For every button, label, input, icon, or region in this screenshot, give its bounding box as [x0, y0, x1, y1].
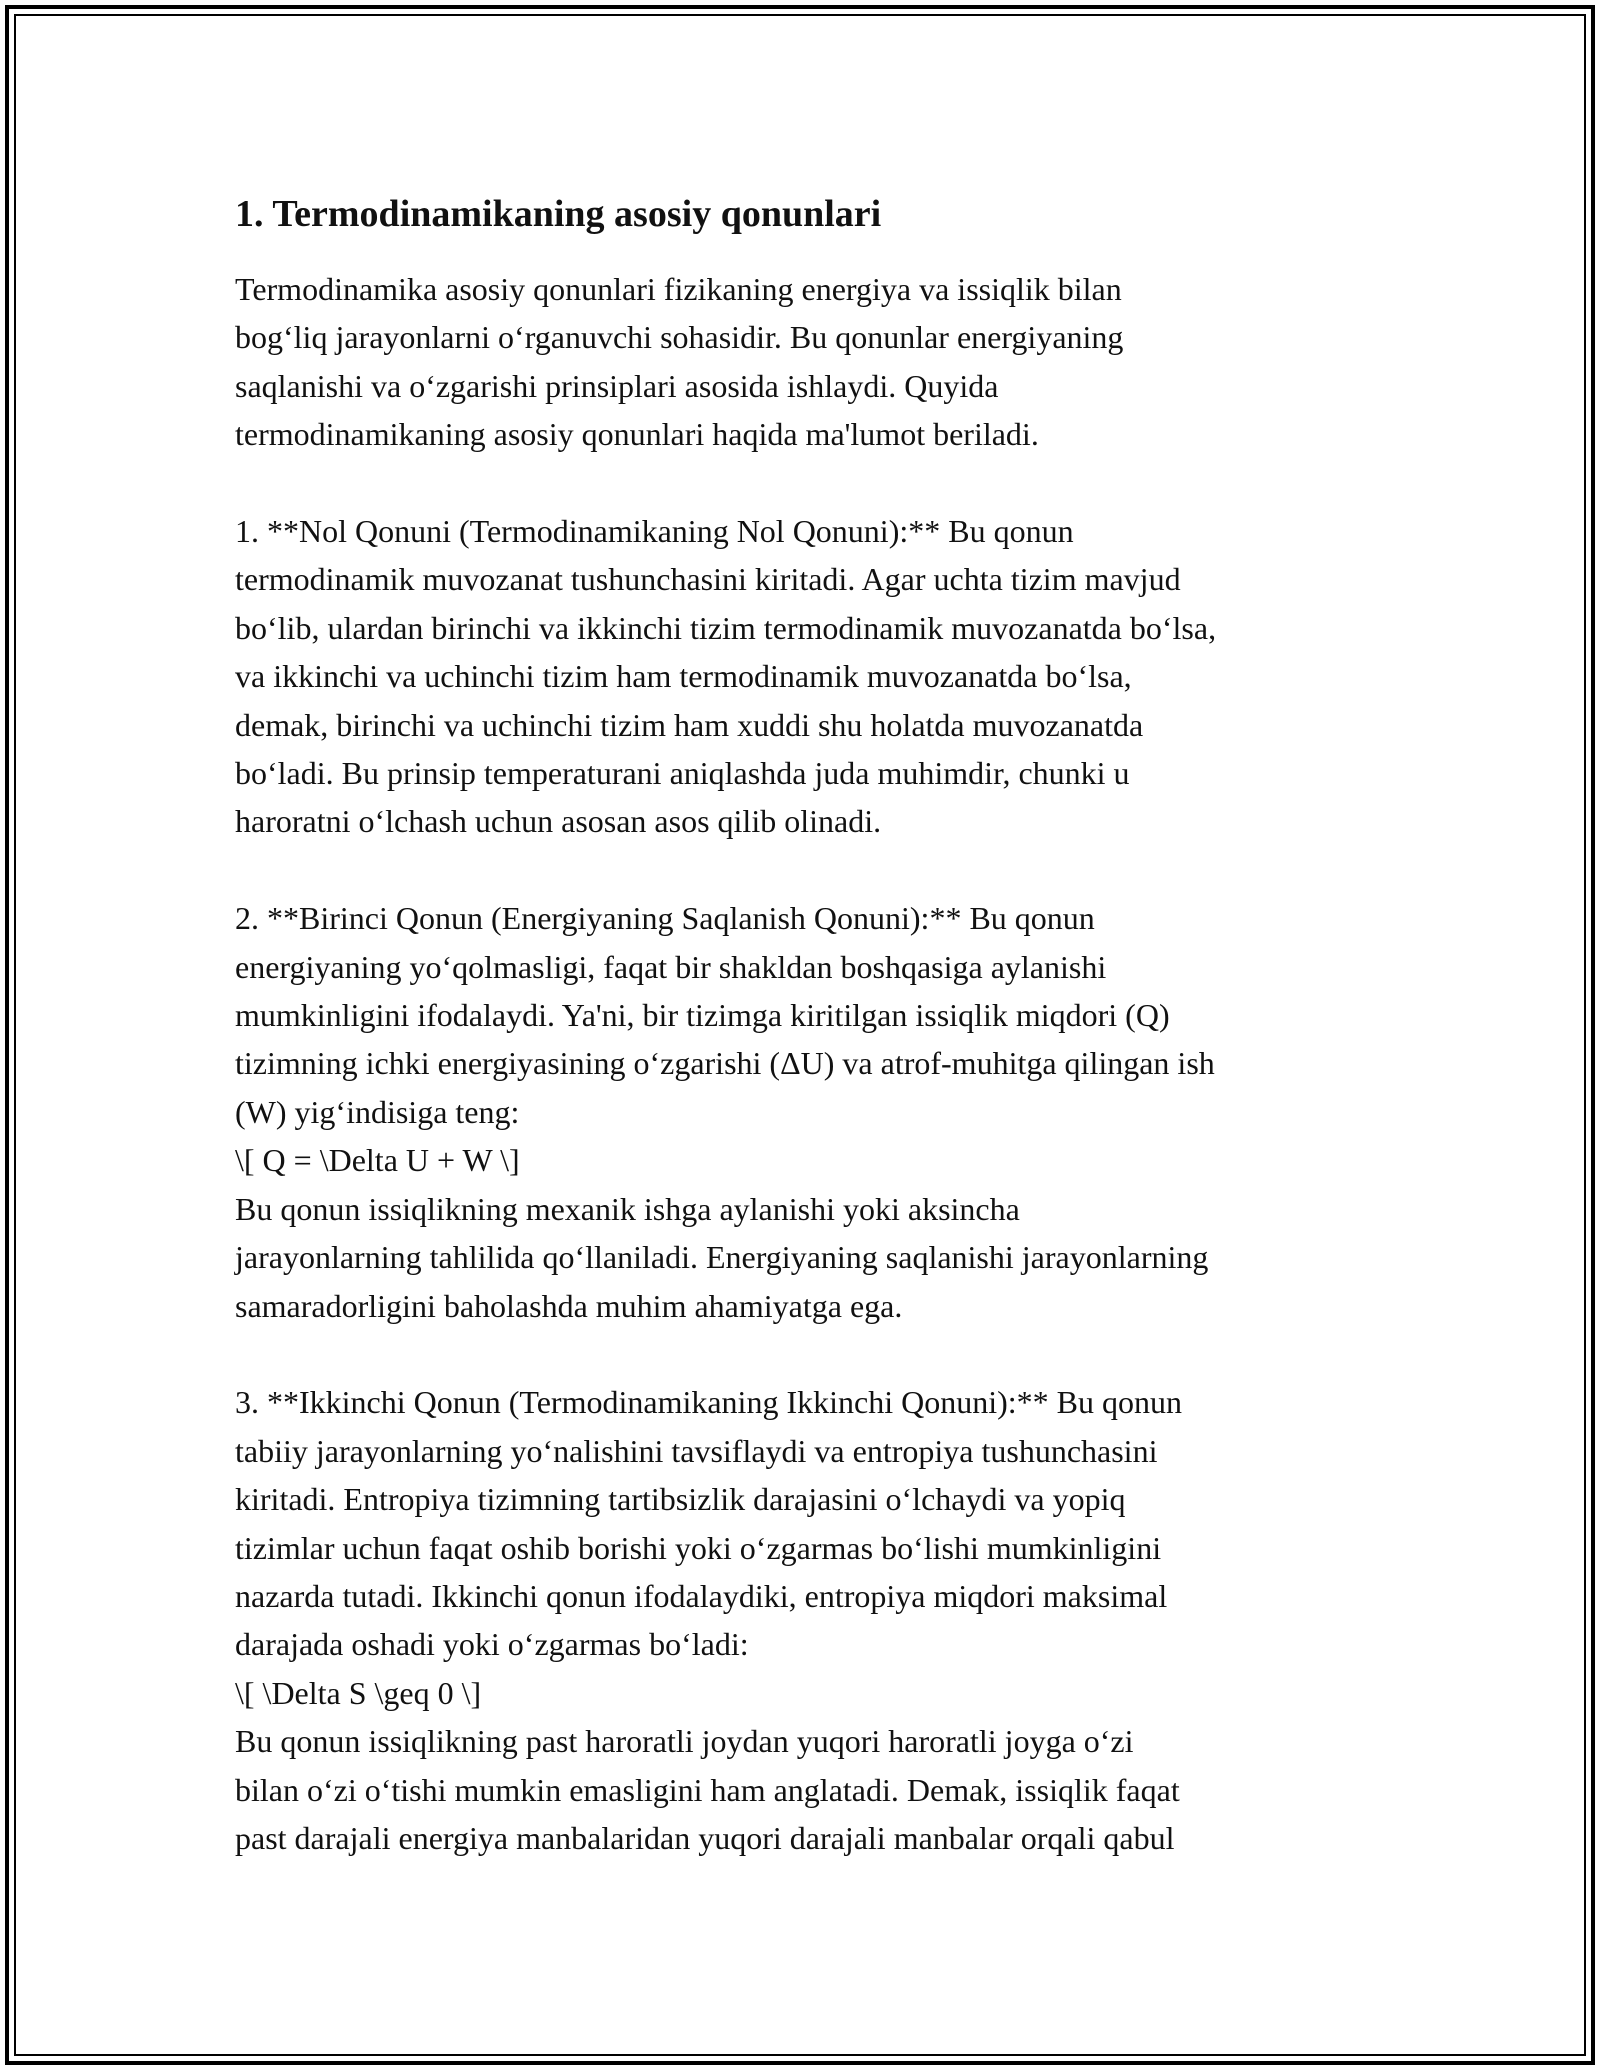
first-law-paragraph: 2. **Birinci Qonun (Energiyaning Saqlanish Qonuni):** Bu qonun energiyaning yoʻqolmasligi, faqat bir shakldan boshqasiga aylanishi mumkinligini ifodalaydi. Ya'ni, bir tizimga kiritilgan issiqlik miqdori (Q) tizimning ichki energiyasining oʻzgarishi (ΔU) va atrof-muhitga qilingan ish (W) yigʻindisiga teng: \[ Q = \Delta U + W \] Bu qonun issiqlikning mexanik ishga aylanishi yoki aksincha jarayonlarning tahlilida qoʻllaniladi. Energiyaning saqlanishi jarayonlarning samaradorligini baholashda muhim ahamiyatga ega.	[235, 900, 1215, 1324]
paragraph-gap	[235, 459, 1385, 507]
paragraph-gap	[235, 1330, 1385, 1378]
document-title: 1. Termodinamikaning asosiy qonunlari	[235, 193, 882, 235]
intro-paragraph: Termodinamika asosiy qonunlari fizikaning energiya va issiqlik bilan bogʻliq jarayonlarni oʻrganuvchi sohasidir. Bu qonunlar energiyaning saqlanishi va oʻzgarishi prinsiplari asosida ishlaydi. Quyida termodinamikaning asosiy qonunlari haqida ma'lumot beriladi.	[235, 271, 1124, 453]
paragraph-gap	[235, 846, 1385, 894]
document-body	[235, 185, 1385, 1862]
second-law-paragraph: 3. **Ikkinchi Qonun (Termodinamikaning Ikkinchi Qonuni):** Bu qonun tabiiy jarayonlarning yoʻnalishini tavsiflaydi va entropiya tushunchasini kiritadi. Entropiya tizimning tartibsizlik darajasini oʻlchaydi va yopiq tizimlar uchun faqat oshib borishi yoki oʻzgarmas boʻlishi mumkinligini nazarda tutadi. Ikkinchi qonun ifodalaydiki, entropiya miqdori maksimal darajada oshadi yoki oʻzgarmas boʻladi: \[ \Delta S \geq 0 \] Bu qonun issiqlikning past haroratli joydan yuqori haroratli joyga oʻzi bilan oʻzi oʻtishi mumkin emasligini ham anglatadi. Demak, issiqlik faqat past darajali energiya manbalaridan yuqori darajali manbalar orqali qabul	[235, 1384, 1182, 1856]
zeroth-law-paragraph: 1. **Nol Qonuni (Termodinamikaning Nol Qonuni):** Bu qonun termodinamik muvozanat tushunchasini kiritadi. Agar uchta tizim mavjud boʻlib, ulardan birinchi va ikkinchi tizim termodinamik muvozanatda boʻlsa, va ikkinchi va uchinchi tizim ham termodinamik muvozanatda boʻlsa, demak, birinchi va uchinchi tizim ham xuddi shu holatda muvozanatda boʻladi. Bu prinsip temperaturani aniqlashda juda muhimdir, chunki u haroratni oʻlchash uchun asosan asos qilib olinadi.	[235, 513, 1217, 840]
